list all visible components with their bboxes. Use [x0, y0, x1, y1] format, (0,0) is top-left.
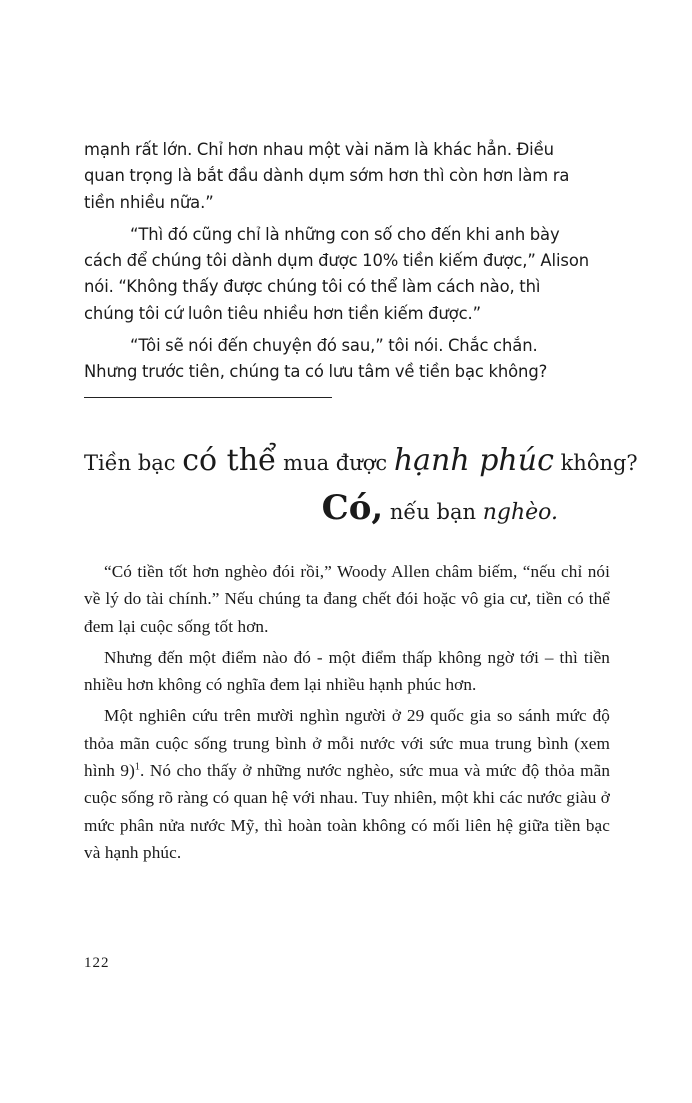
body-paragraph: “Có tiền tốt hơn nghèo đói rồi,” Woody Allen châm biếm, “nếu chỉ nói về lý do tài chính.” Nếu chúng ta đang chết đói hoặc vô gia cư, tiền có thể đem lại cuộc sống tốt hơn.	[84, 562, 610, 636]
footnote-marker: 1	[134, 761, 141, 773]
dialogue-paragraph: mạnh rất lớn. Chỉ hơn nhau một vài năm là khác hẳn. Điều quan trọng là bắt đầu dành dụm sớm hơn thì còn hơn làm ra tiền nhiều nữa.”	[84, 140, 570, 212]
heading-text-italic: nghèo.	[482, 500, 558, 525]
heading-line-2	[84, 484, 610, 537]
section-divider	[84, 397, 332, 398]
body-section	[84, 558, 610, 870]
heading-text: mua được	[276, 451, 394, 475]
heading-text-large: có thể	[182, 443, 277, 478]
section-heading	[84, 440, 638, 537]
body-paragraph: Nhưng đến một điểm nào đó - một điểm thấp không ngờ tới – thì tiền nhiều hơn không có nghĩa đem lại nhiều hạnh phúc hơn.	[84, 647, 610, 695]
dialogue-paragraph: “Tôi sẽ nói đến chuyện đó sau,” tôi nói. Chắc chắn. Nhưng trước tiên, chúng ta có lưu tâm về tiền bạc không?	[84, 336, 548, 382]
heading-text-bold: Có,	[321, 488, 384, 528]
body-paragraph	[84, 702, 610, 866]
body-text: . Nó cho thấy ở những nước nghèo, sức mua và mức độ thỏa mãn cuộc sống rõ ràng có quan hệ với nhau. Tuy nhiên, một khi các nước giàu ở mức phân nửa nước Mỹ, thì hoàn toàn không có mối liên hệ giữa tiền bạc và hạnh phúc.	[84, 761, 611, 862]
dialogue-section	[84, 137, 594, 392]
heading-text: không?	[553, 451, 638, 475]
heading-text: Tiền bạc	[84, 451, 183, 475]
heading-text-italic: hạnh phúc	[393, 443, 554, 478]
heading-text: nếu bạn	[383, 500, 483, 524]
body-text: Một nghiên cứu trên mười nghìn người ở 29 quốc gia so sánh mức độ thỏa mãn cuộc sống trung bình ở mỗi nước với sức mua trung bình (xem hình 9)	[84, 706, 610, 781]
page-number: 122	[84, 955, 110, 971]
dialogue-paragraph: “Thì đó cũng chỉ là những con số cho đến khi anh bày cách để chúng tôi dành dụm được 10% tiền kiếm được,” Alison nói. “Không thấy được chúng tôi có thể làm cách nào, thì chúng tôi cứ luôn tiêu nhiều hơn tiền kiếm được.”	[84, 224, 590, 323]
heading-line-1	[84, 440, 638, 484]
